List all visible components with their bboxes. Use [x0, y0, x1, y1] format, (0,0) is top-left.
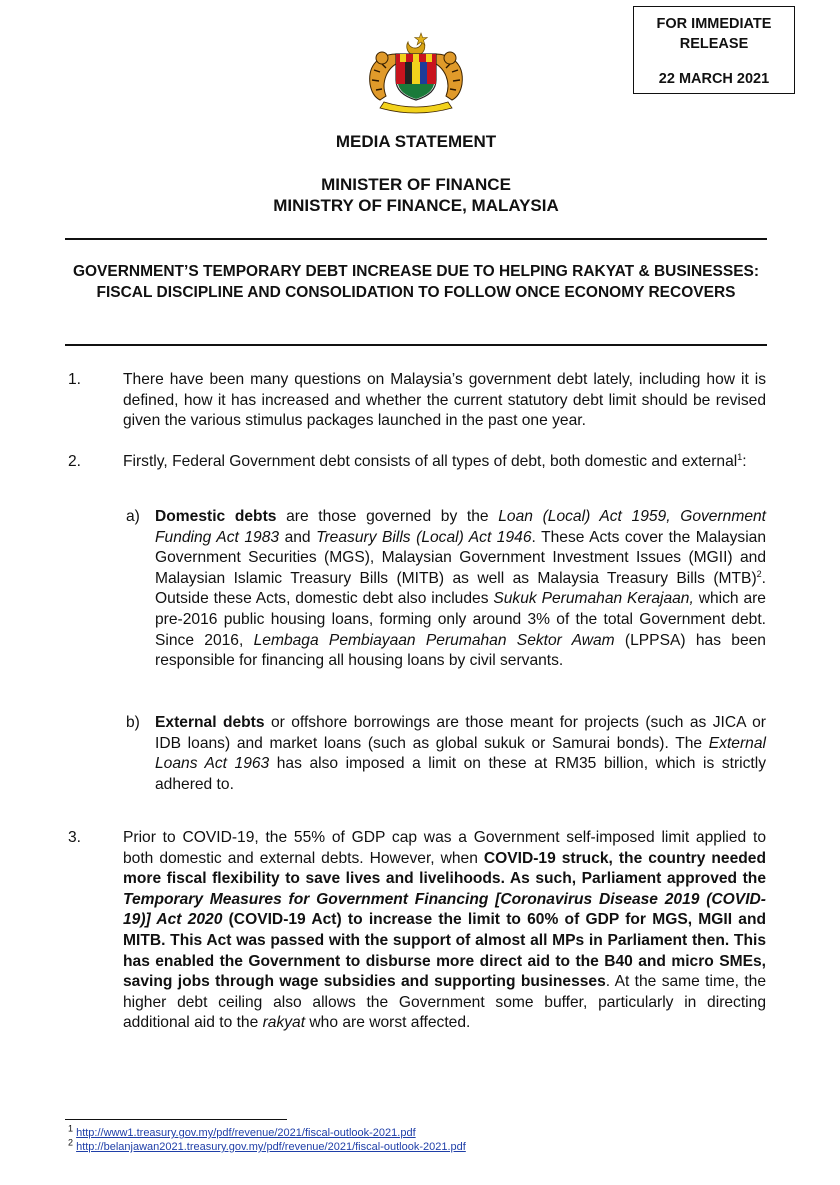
malaysia-coat-of-arms-icon	[358, 30, 474, 114]
footnote-1: $^1$ http://www1.treasury.gov.my/pdf/revenue/2021/fiscal-outlook-2021.pdf	[68, 1123, 416, 1139]
paragraph-3: Prior to COVID-19, the 55% of GDP cap was a Government self-imposed limit applied to both domestic and external debts. However, when COVID-19 struck, the country needed more fiscal flexibility to save lives and livelihoods. As such, Parliament approved the Temporary Measures for Government Financing [Coronavirus Disease 2019 (COVID-19)] Act 2020 (COVID-19 Act) to increase the limit to 60% of GDP for MGS, MGII and MITB. This Act was passed with the support of almost all MPs in Parliament then. This has enabled the Government to disburse more direct aid to the B40 and micro SMEs, saving jobs through wage subsidies and supporting businesses. At the same time, the higher debt ceiling also allows the Government some buffer, particularly in directing additional aid to the rakyat who are worst affected.	[123, 829, 766, 1032]
office-title: MINISTER OF FINANCE	[321, 175, 511, 194]
sub-item-letter: a)	[126, 508, 140, 525]
footnote-2-link[interactable]: http://belanjawan2021.treasury.gov.my/pdf/revenue/2021/fiscal-outlook-2021.pdf	[76, 1141, 466, 1153]
footnote-ref: 1	[737, 451, 743, 462]
top-divider	[65, 238, 767, 240]
paragraph-1: There have been many questions on Malaysia’s government debt lately, including how it is defined, how it has increased and whether the current statutory debt limit should be revised given the various stimulus packages launched in the past one year.	[123, 371, 766, 430]
bottom-divider	[65, 344, 767, 346]
paragraph-2: Firstly, Federal Government debt consists of all types of debt, both domestic and external$^1$:	[123, 451, 747, 470]
release-box	[633, 6, 795, 94]
paragraph-number: 3.	[68, 829, 82, 846]
footnote-2: $^2$ http://belanjawan2021.treasury.gov.my/pdf/revenue/2021/fiscal-outlook-2021.pdf	[68, 1137, 466, 1153]
office-block	[65, 174, 767, 216]
ministry-title: MINISTRY OF FINANCE, MALAYSIA	[273, 196, 559, 215]
statement-type: MEDIA STATEMENT	[335, 132, 497, 151]
paragraph-number: 1.	[68, 371, 82, 388]
footnote-ref: 2	[756, 568, 762, 579]
footnote-1-link[interactable]: http://www1.treasury.gov.my/pdf/revenue/2021/fiscal-outlook-2021.pdf	[76, 1127, 416, 1139]
release-date: 22 MARCH 2021	[658, 71, 770, 87]
footnote-divider	[65, 1119, 287, 1120]
headline: GOVERNMENT’S TEMPORARY DEBT INCREASE DUE TO HELPING RAKYAT & BUSINESSES: FISCAL DISCIPLINE AND CONSOLIDATION TO FOLLOW ONCE ECONOMY RECOVERS	[72, 263, 760, 301]
paragraph-2a: Domestic debts are those governed by the Loan (Local) Act 1959, Government Funding Act 1983 and Treasury Bills (Local) Act 1946. These Acts cover the Malaysian Government Securities (MGS), Malaysian Government Investment Issues (MGII) and Malaysian Islamic Treasury Bills (MITB) as well as Malaysia Treasury Bills (MTB)$^2$. Outside these Acts, domestic debt also includes Sukuk Perumahan Kerajaan, which are pre-2016 public housing loans, forming only around 3% of the total Government debt. Since 2016, Lembaga Pembiayaan Perumahan Sektor Awam (LPPSA) has been responsible for financing all housing loans by civil servants.	[155, 508, 767, 670]
sub-item-letter: b)	[126, 714, 140, 731]
paragraph-2b: External debts or offshore borrowings are those meant for projects (such as JICA or IDB loans) and market loans (such as global sukuk or Samurai bonds). The External Loans Act 1963 has also imposed a limit on these at RM35 billion, which is strictly adhered to.	[155, 714, 766, 793]
paragraph-number: 2.	[68, 453, 82, 470]
release-label: FOR IMMEDIATE RELEASE	[656, 16, 772, 52]
